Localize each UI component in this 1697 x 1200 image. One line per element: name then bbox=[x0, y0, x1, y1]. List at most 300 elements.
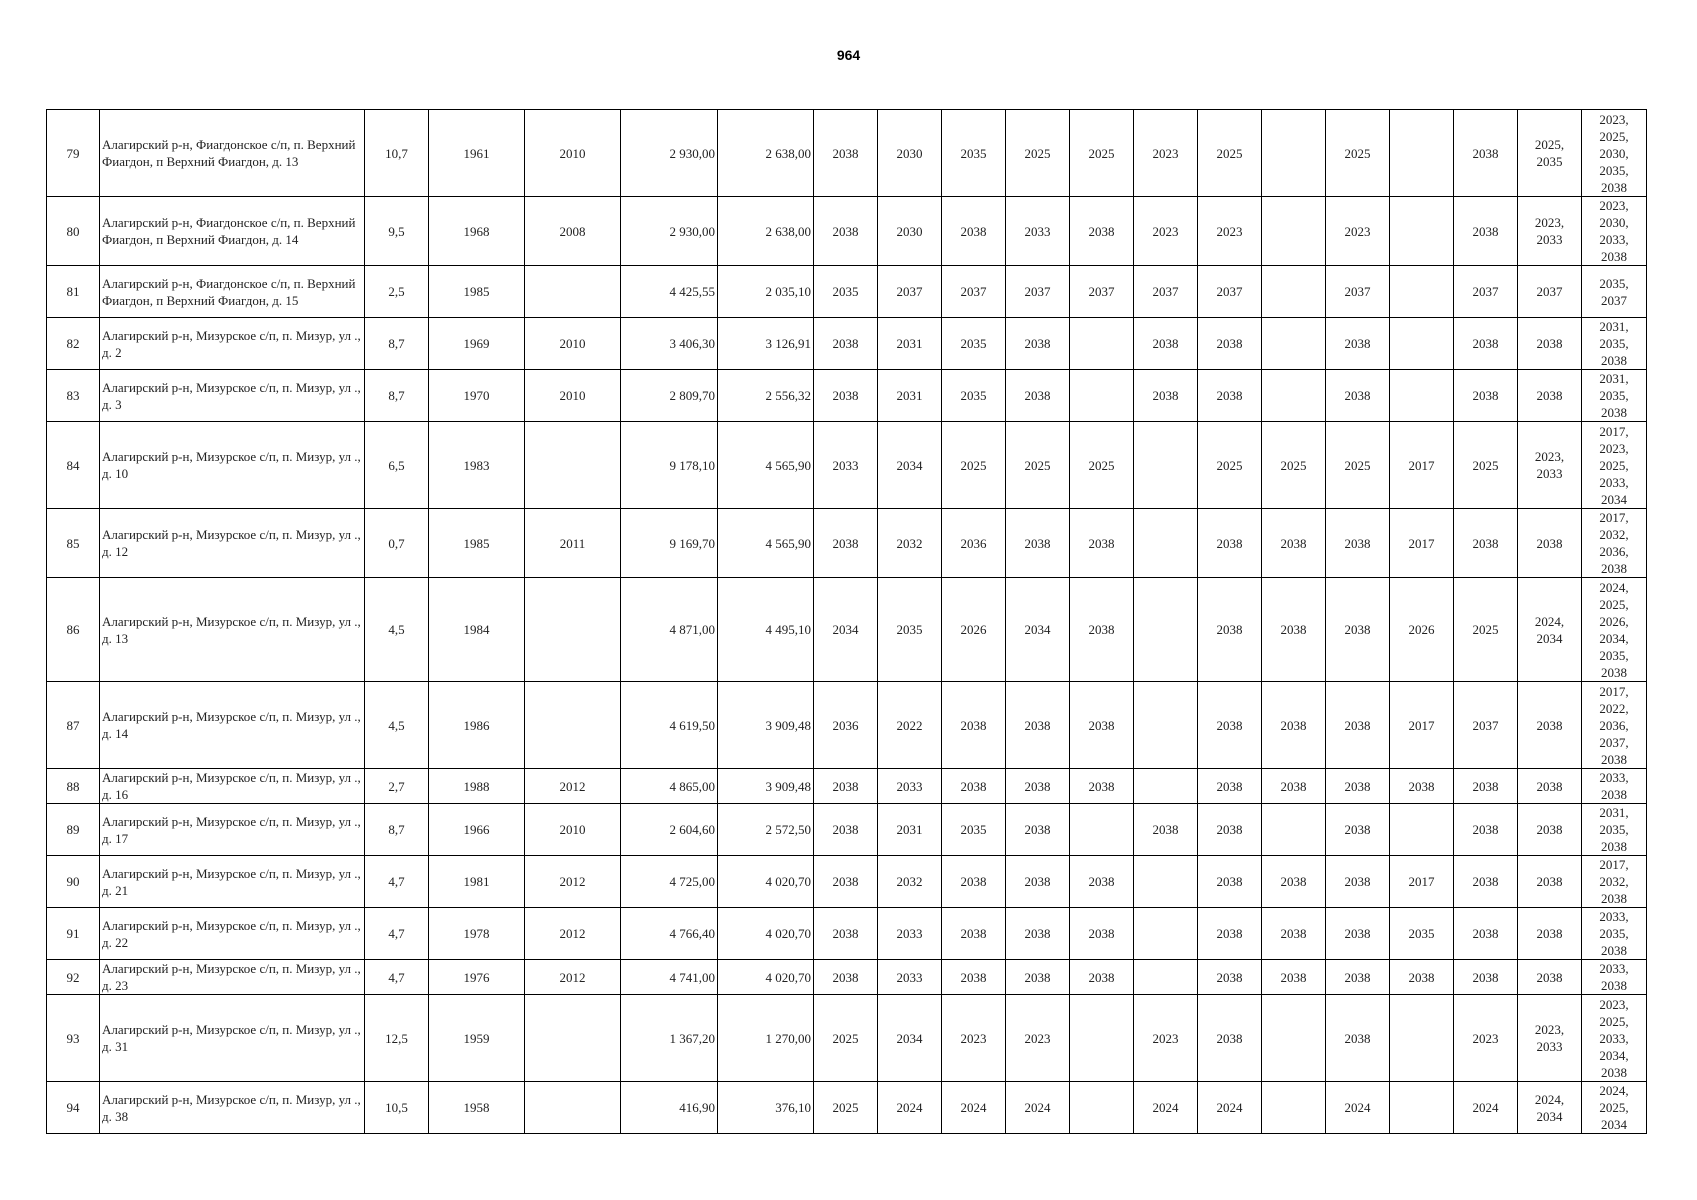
planned-year-cell: 2035 bbox=[1390, 908, 1454, 960]
area-living-cell: 4 565,90 bbox=[718, 509, 814, 578]
planned-years-all-cell: 2031, 2035, 2038 bbox=[1582, 318, 1647, 370]
planned-year-cell: 2037 bbox=[1070, 266, 1134, 318]
planned-year-cell: 2024 bbox=[1006, 1082, 1070, 1134]
area-living-cell: 3 909,48 bbox=[718, 769, 814, 804]
planned-year-cell: 2022 bbox=[878, 682, 942, 769]
planned-year-cell: 2024 bbox=[1326, 1082, 1390, 1134]
year-built-cell: 1985 bbox=[429, 509, 525, 578]
planned-years-pair-cell: 2038 bbox=[1518, 682, 1582, 769]
wear-cell: 2,7 bbox=[365, 769, 429, 804]
planned-year-cell: 2033 bbox=[1006, 197, 1070, 266]
planned-year-cell: 2038 bbox=[1198, 578, 1262, 682]
address-cell: Алагирский р-н, Мизурское с/п, п. Мизур, ул ., д. 16 bbox=[100, 769, 365, 804]
year-built-cell: 1981 bbox=[429, 856, 525, 908]
area-total-cell: 9 178,10 bbox=[621, 422, 718, 509]
planned-year-cell: 2038 bbox=[942, 769, 1006, 804]
area-living-cell: 4 565,90 bbox=[718, 422, 814, 509]
planned-year-cell: 2017 bbox=[1390, 682, 1454, 769]
year-built-cell: 1978 bbox=[429, 908, 525, 960]
year-built-cell: 1976 bbox=[429, 960, 525, 995]
planned-years-all-cell: 2023, 2025, 2033, 2034, 2038 bbox=[1582, 995, 1647, 1082]
planned-years-pair-cell: 2038 bbox=[1518, 960, 1582, 995]
area-living-cell: 4 020,70 bbox=[718, 908, 814, 960]
planned-year-cell: 2031 bbox=[878, 370, 942, 422]
planned-year-cell bbox=[1262, 266, 1326, 318]
table-row bbox=[47, 266, 1647, 318]
planned-years-all-cell: 2017, 2032, 2036, 2038 bbox=[1582, 509, 1647, 578]
planned-year-cell: 2038 bbox=[1390, 769, 1454, 804]
planned-years-pair-cell: 2023, 2033 bbox=[1518, 422, 1582, 509]
planned-year-cell bbox=[1390, 110, 1454, 197]
wear-cell: 4,7 bbox=[365, 960, 429, 995]
planned-year-cell: 2035 bbox=[942, 804, 1006, 856]
planned-years-pair-cell: 2038 bbox=[1518, 908, 1582, 960]
planned-year-cell: 2025 bbox=[1070, 422, 1134, 509]
row-number-cell: 92 bbox=[47, 960, 100, 995]
table-row bbox=[47, 578, 1647, 682]
planned-year-cell: 2038 bbox=[1326, 960, 1390, 995]
area-total-cell: 1 367,20 bbox=[621, 995, 718, 1082]
planned-year-cell: 2038 bbox=[814, 318, 878, 370]
planned-year-cell: 2038 bbox=[942, 960, 1006, 995]
planned-year-cell: 2038 bbox=[1070, 960, 1134, 995]
area-total-cell: 4 725,00 bbox=[621, 856, 718, 908]
planned-year-cell: 2038 bbox=[1390, 960, 1454, 995]
area-total-cell: 4 865,00 bbox=[621, 769, 718, 804]
area-total-cell: 2 809,70 bbox=[621, 370, 718, 422]
planned-year-cell: 2023 bbox=[1134, 110, 1198, 197]
planned-year-cell: 2038 bbox=[942, 908, 1006, 960]
planned-year-cell: 2038 bbox=[1326, 682, 1390, 769]
table-row bbox=[47, 422, 1647, 509]
area-living-cell: 2 035,10 bbox=[718, 266, 814, 318]
planned-year-cell: 2038 bbox=[1198, 509, 1262, 578]
address-cell: Алагирский р-н, Мизурское с/п, п. Мизур, ул ., д. 38 bbox=[100, 1082, 365, 1134]
planned-year-cell bbox=[1134, 856, 1198, 908]
planned-year-cell: 2025 bbox=[1006, 110, 1070, 197]
area-total-cell: 4 871,00 bbox=[621, 578, 718, 682]
planned-years-pair-cell: 2024, 2034 bbox=[1518, 578, 1582, 682]
row-number-cell: 83 bbox=[47, 370, 100, 422]
wear-cell: 4,5 bbox=[365, 682, 429, 769]
planned-year-cell: 2025 bbox=[1006, 422, 1070, 509]
planned-year-cell: 2025 bbox=[1326, 110, 1390, 197]
planned-year-cell: 2038 bbox=[814, 110, 878, 197]
year-repair-cell: 2010 bbox=[525, 110, 621, 197]
planned-years-all-cell: 2033, 2038 bbox=[1582, 960, 1647, 995]
planned-year-cell: 2026 bbox=[942, 578, 1006, 682]
table-row bbox=[47, 960, 1647, 995]
planned-year-cell: 2024 bbox=[942, 1082, 1006, 1134]
table-row bbox=[47, 318, 1647, 370]
planned-year-cell: 2038 bbox=[1454, 318, 1518, 370]
planned-years-all-cell: 2031, 2035, 2038 bbox=[1582, 370, 1647, 422]
planned-years-pair-cell: 2023, 2033 bbox=[1518, 995, 1582, 1082]
planned-year-cell: 2038 bbox=[1198, 370, 1262, 422]
planned-year-cell: 2033 bbox=[814, 422, 878, 509]
planned-year-cell: 2038 bbox=[1006, 370, 1070, 422]
planned-year-cell: 2038 bbox=[1454, 110, 1518, 197]
address-cell: Алагирский р-н, Мизурское с/п, п. Мизур, ул ., д. 13 bbox=[100, 578, 365, 682]
planned-years-all-cell: 2024, 2025, 2026, 2034, 2035, 2038 bbox=[1582, 578, 1647, 682]
planned-year-cell: 2038 bbox=[1454, 370, 1518, 422]
planned-year-cell: 2037 bbox=[878, 266, 942, 318]
area-total-cell: 416,90 bbox=[621, 1082, 718, 1134]
planned-years-all-cell: 2024, 2025, 2034 bbox=[1582, 1082, 1647, 1134]
planned-year-cell: 2017 bbox=[1390, 856, 1454, 908]
row-number-cell: 80 bbox=[47, 197, 100, 266]
planned-year-cell: 2038 bbox=[1070, 509, 1134, 578]
planned-year-cell: 2038 bbox=[1134, 318, 1198, 370]
planned-year-cell: 2037 bbox=[1198, 266, 1262, 318]
planned-years-pair-cell: 2023, 2033 bbox=[1518, 197, 1582, 266]
planned-year-cell: 2038 bbox=[1006, 318, 1070, 370]
area-living-cell: 4 495,10 bbox=[718, 578, 814, 682]
planned-year-cell: 2038 bbox=[1006, 804, 1070, 856]
area-total-cell: 4 741,00 bbox=[621, 960, 718, 995]
planned-year-cell: 2037 bbox=[1454, 682, 1518, 769]
area-total-cell: 4 766,40 bbox=[621, 908, 718, 960]
year-repair-cell: 2012 bbox=[525, 908, 621, 960]
planned-year-cell: 2038 bbox=[814, 804, 878, 856]
address-cell: Алагирский р-н, Мизурское с/п, п. Мизур, ул ., д. 14 bbox=[100, 682, 365, 769]
planned-year-cell: 2038 bbox=[1070, 908, 1134, 960]
row-number-cell: 88 bbox=[47, 769, 100, 804]
table-row bbox=[47, 804, 1647, 856]
planned-year-cell: 2025 bbox=[1070, 110, 1134, 197]
planned-year-cell bbox=[1262, 110, 1326, 197]
area-living-cell: 3 126,91 bbox=[718, 318, 814, 370]
table-row bbox=[47, 908, 1647, 960]
planned-year-cell bbox=[1134, 908, 1198, 960]
planned-year-cell: 2038 bbox=[1454, 908, 1518, 960]
planned-year-cell: 2025 bbox=[1326, 422, 1390, 509]
wear-cell: 10,5 bbox=[365, 1082, 429, 1134]
year-built-cell: 1961 bbox=[429, 110, 525, 197]
planned-year-cell bbox=[1390, 370, 1454, 422]
planned-year-cell: 2034 bbox=[878, 422, 942, 509]
planned-year-cell: 2038 bbox=[1454, 856, 1518, 908]
planned-year-cell: 2038 bbox=[1198, 318, 1262, 370]
planned-year-cell: 2038 bbox=[1326, 318, 1390, 370]
address-cell: Алагирский р-н, Мизурское с/п, п. Мизур, ул ., д. 10 bbox=[100, 422, 365, 509]
planned-year-cell bbox=[1134, 578, 1198, 682]
year-repair-cell: 2008 bbox=[525, 197, 621, 266]
year-built-cell: 1983 bbox=[429, 422, 525, 509]
planned-year-cell: 2030 bbox=[878, 110, 942, 197]
area-living-cell: 376,10 bbox=[718, 1082, 814, 1134]
row-number-cell: 86 bbox=[47, 578, 100, 682]
planned-years-pair-cell: 2038 bbox=[1518, 804, 1582, 856]
planned-years-pair-cell: 2025, 2035 bbox=[1518, 110, 1582, 197]
table-row bbox=[47, 509, 1647, 578]
year-built-cell: 1958 bbox=[429, 1082, 525, 1134]
planned-year-cell: 2037 bbox=[942, 266, 1006, 318]
planned-year-cell: 2033 bbox=[878, 769, 942, 804]
area-total-cell: 4 619,50 bbox=[621, 682, 718, 769]
year-repair-cell bbox=[525, 266, 621, 318]
planned-year-cell bbox=[1134, 769, 1198, 804]
planned-year-cell: 2038 bbox=[1198, 908, 1262, 960]
wear-cell: 12,5 bbox=[365, 995, 429, 1082]
planned-years-all-cell: 2035, 2037 bbox=[1582, 266, 1647, 318]
housing-registry-table bbox=[46, 109, 1647, 1134]
planned-year-cell: 2038 bbox=[1006, 960, 1070, 995]
planned-year-cell: 2038 bbox=[1262, 509, 1326, 578]
year-repair-cell: 2012 bbox=[525, 856, 621, 908]
planned-year-cell: 2038 bbox=[1198, 804, 1262, 856]
planned-years-all-cell: 2017, 2032, 2038 bbox=[1582, 856, 1647, 908]
address-cell: Алагирский р-н, Мизурское с/п, п. Мизур, ул ., д. 21 bbox=[100, 856, 365, 908]
planned-year-cell bbox=[1390, 266, 1454, 318]
planned-years-all-cell: 2033, 2035, 2038 bbox=[1582, 908, 1647, 960]
address-cell: Алагирский р-н, Мизурское с/п, п. Мизур, ул ., д. 31 bbox=[100, 995, 365, 1082]
row-number-cell: 94 bbox=[47, 1082, 100, 1134]
planned-year-cell: 2038 bbox=[1326, 509, 1390, 578]
planned-year-cell: 2038 bbox=[814, 856, 878, 908]
row-number-cell: 91 bbox=[47, 908, 100, 960]
planned-year-cell bbox=[1262, 1082, 1326, 1134]
planned-year-cell bbox=[1262, 370, 1326, 422]
planned-year-cell: 2034 bbox=[878, 995, 942, 1082]
planned-year-cell: 2035 bbox=[942, 110, 1006, 197]
planned-years-all-cell: 2033, 2038 bbox=[1582, 769, 1647, 804]
planned-year-cell: 2023 bbox=[1454, 995, 1518, 1082]
planned-year-cell: 2038 bbox=[1134, 804, 1198, 856]
wear-cell: 4,7 bbox=[365, 908, 429, 960]
table-row bbox=[47, 995, 1647, 1082]
planned-year-cell bbox=[1390, 197, 1454, 266]
planned-year-cell: 2025 bbox=[1454, 422, 1518, 509]
planned-year-cell: 2038 bbox=[1326, 908, 1390, 960]
area-living-cell: 2 556,32 bbox=[718, 370, 814, 422]
planned-year-cell: 2038 bbox=[1454, 960, 1518, 995]
row-number-cell: 82 bbox=[47, 318, 100, 370]
planned-year-cell bbox=[1070, 370, 1134, 422]
planned-year-cell: 2038 bbox=[814, 908, 878, 960]
table-row bbox=[47, 1082, 1647, 1134]
planned-years-all-cell: 2031, 2035, 2038 bbox=[1582, 804, 1647, 856]
planned-year-cell: 2038 bbox=[1198, 995, 1262, 1082]
planned-year-cell: 2038 bbox=[814, 509, 878, 578]
area-total-cell: 9 169,70 bbox=[621, 509, 718, 578]
planned-years-pair-cell: 2024, 2034 bbox=[1518, 1082, 1582, 1134]
wear-cell: 8,7 bbox=[365, 370, 429, 422]
planned-years-all-cell: 2017, 2022, 2036, 2037, 2038 bbox=[1582, 682, 1647, 769]
planned-year-cell: 2038 bbox=[1198, 769, 1262, 804]
planned-year-cell bbox=[1070, 318, 1134, 370]
planned-year-cell: 2034 bbox=[814, 578, 878, 682]
year-repair-cell: 2012 bbox=[525, 769, 621, 804]
planned-year-cell: 2037 bbox=[1454, 266, 1518, 318]
year-repair-cell: 2010 bbox=[525, 318, 621, 370]
planned-year-cell: 2023 bbox=[1134, 995, 1198, 1082]
planned-years-pair-cell: 2038 bbox=[1518, 509, 1582, 578]
planned-year-cell: 2038 bbox=[942, 197, 1006, 266]
planned-year-cell: 2038 bbox=[1262, 960, 1326, 995]
planned-year-cell: 2038 bbox=[1326, 370, 1390, 422]
address-cell: Алагирский р-н, Мизурское с/п, п. Мизур, ул ., д. 3 bbox=[100, 370, 365, 422]
area-living-cell: 4 020,70 bbox=[718, 856, 814, 908]
area-total-cell: 2 604,60 bbox=[621, 804, 718, 856]
table-row bbox=[47, 769, 1647, 804]
table-row bbox=[47, 856, 1647, 908]
planned-year-cell: 2038 bbox=[942, 856, 1006, 908]
year-built-cell: 1966 bbox=[429, 804, 525, 856]
table-row bbox=[47, 110, 1647, 197]
planned-year-cell: 2032 bbox=[878, 856, 942, 908]
planned-year-cell: 2038 bbox=[814, 197, 878, 266]
planned-year-cell: 2038 bbox=[1326, 856, 1390, 908]
address-cell: Алагирский р-н, Мизурское с/п, п. Мизур, ул ., д. 23 bbox=[100, 960, 365, 995]
planned-year-cell: 2038 bbox=[1006, 908, 1070, 960]
row-number-cell: 89 bbox=[47, 804, 100, 856]
planned-year-cell: 2038 bbox=[1134, 370, 1198, 422]
wear-cell: 4,7 bbox=[365, 856, 429, 908]
table-body bbox=[47, 110, 1647, 1134]
planned-years-pair-cell: 2038 bbox=[1518, 318, 1582, 370]
planned-years-all-cell: 2023, 2030, 2033, 2038 bbox=[1582, 197, 1647, 266]
planned-year-cell: 2025 bbox=[1454, 578, 1518, 682]
planned-year-cell: 2025 bbox=[1198, 422, 1262, 509]
year-built-cell: 1968 bbox=[429, 197, 525, 266]
planned-year-cell: 2026 bbox=[1390, 578, 1454, 682]
planned-year-cell bbox=[1390, 1082, 1454, 1134]
planned-year-cell: 2037 bbox=[1006, 266, 1070, 318]
address-cell: Алагирский р-н, Мизурское с/п, п. Мизур, ул ., д. 22 bbox=[100, 908, 365, 960]
wear-cell: 8,7 bbox=[365, 804, 429, 856]
area-total-cell: 4 425,55 bbox=[621, 266, 718, 318]
address-cell: Алагирский р-н, Фиагдонское с/п, п. Верхний Фиагдон, п Верхний Фиагдон, д. 13 bbox=[100, 110, 365, 197]
area-living-cell: 2 572,50 bbox=[718, 804, 814, 856]
planned-year-cell: 2035 bbox=[942, 370, 1006, 422]
year-repair-cell: 2011 bbox=[525, 509, 621, 578]
area-living-cell: 2 638,00 bbox=[718, 110, 814, 197]
row-number-cell: 85 bbox=[47, 509, 100, 578]
planned-years-pair-cell: 2037 bbox=[1518, 266, 1582, 318]
planned-year-cell: 2023 bbox=[942, 995, 1006, 1082]
area-living-cell: 1 270,00 bbox=[718, 995, 814, 1082]
planned-year-cell: 2035 bbox=[942, 318, 1006, 370]
planned-year-cell bbox=[1134, 422, 1198, 509]
year-built-cell: 1959 bbox=[429, 995, 525, 1082]
year-built-cell: 1988 bbox=[429, 769, 525, 804]
planned-year-cell: 2030 bbox=[878, 197, 942, 266]
year-built-cell: 1969 bbox=[429, 318, 525, 370]
planned-year-cell: 2038 bbox=[1262, 682, 1326, 769]
planned-year-cell bbox=[1390, 318, 1454, 370]
planned-year-cell bbox=[1262, 318, 1326, 370]
planned-year-cell: 2038 bbox=[1006, 682, 1070, 769]
planned-year-cell: 2023 bbox=[1134, 197, 1198, 266]
area-total-cell: 3 406,30 bbox=[621, 318, 718, 370]
address-cell: Алагирский р-н, Мизурское с/п, п. Мизур, ул ., д. 2 bbox=[100, 318, 365, 370]
planned-year-cell: 2038 bbox=[1326, 995, 1390, 1082]
planned-year-cell: 2034 bbox=[1006, 578, 1070, 682]
planned-year-cell: 2038 bbox=[1262, 769, 1326, 804]
planned-year-cell bbox=[1262, 995, 1326, 1082]
year-built-cell: 1970 bbox=[429, 370, 525, 422]
planned-year-cell: 2033 bbox=[878, 960, 942, 995]
planned-year-cell: 2023 bbox=[1198, 197, 1262, 266]
planned-year-cell: 2024 bbox=[878, 1082, 942, 1134]
planned-year-cell bbox=[1262, 197, 1326, 266]
planned-year-cell: 2038 bbox=[1070, 682, 1134, 769]
area-total-cell: 2 930,00 bbox=[621, 197, 718, 266]
wear-cell: 9,5 bbox=[365, 197, 429, 266]
wear-cell: 2,5 bbox=[365, 266, 429, 318]
planned-year-cell: 2038 bbox=[1070, 856, 1134, 908]
wear-cell: 6,5 bbox=[365, 422, 429, 509]
planned-year-cell bbox=[1262, 804, 1326, 856]
planned-year-cell: 2036 bbox=[942, 509, 1006, 578]
planned-year-cell: 2024 bbox=[1454, 1082, 1518, 1134]
planned-year-cell bbox=[1134, 509, 1198, 578]
planned-year-cell: 2025 bbox=[1262, 422, 1326, 509]
wear-cell: 0,7 bbox=[365, 509, 429, 578]
planned-year-cell: 2037 bbox=[1134, 266, 1198, 318]
planned-year-cell: 2035 bbox=[814, 266, 878, 318]
planned-year-cell: 2038 bbox=[814, 370, 878, 422]
year-repair-cell bbox=[525, 1082, 621, 1134]
wear-cell: 4,5 bbox=[365, 578, 429, 682]
planned-year-cell bbox=[1390, 995, 1454, 1082]
planned-years-pair-cell: 2038 bbox=[1518, 856, 1582, 908]
planned-year-cell: 2038 bbox=[1070, 197, 1134, 266]
planned-year-cell: 2038 bbox=[1454, 804, 1518, 856]
table-row bbox=[47, 197, 1647, 266]
year-repair-cell bbox=[525, 682, 621, 769]
year-repair-cell bbox=[525, 578, 621, 682]
planned-years-all-cell: 2023, 2025, 2030, 2035, 2038 bbox=[1582, 110, 1647, 197]
planned-years-all-cell: 2017, 2023, 2025, 2033, 2034 bbox=[1582, 422, 1647, 509]
planned-year-cell: 2031 bbox=[878, 804, 942, 856]
planned-year-cell: 2038 bbox=[1262, 908, 1326, 960]
planned-year-cell: 2035 bbox=[878, 578, 942, 682]
planned-year-cell: 2038 bbox=[1070, 578, 1134, 682]
planned-year-cell bbox=[1134, 682, 1198, 769]
planned-year-cell: 2023 bbox=[1006, 995, 1070, 1082]
planned-year-cell: 2025 bbox=[942, 422, 1006, 509]
planned-year-cell bbox=[1070, 1082, 1134, 1134]
planned-year-cell: 2036 bbox=[814, 682, 878, 769]
planned-year-cell: 2023 bbox=[1326, 197, 1390, 266]
address-cell: Алагирский р-н, Мизурское с/п, п. Мизур, ул ., д. 12 bbox=[100, 509, 365, 578]
planned-year-cell: 2038 bbox=[1198, 960, 1262, 995]
wear-cell: 10,7 bbox=[365, 110, 429, 197]
planned-year-cell: 2033 bbox=[878, 908, 942, 960]
year-repair-cell bbox=[525, 995, 621, 1082]
planned-year-cell: 2017 bbox=[1390, 422, 1454, 509]
planned-year-cell bbox=[1070, 804, 1134, 856]
planned-year-cell: 2038 bbox=[1326, 578, 1390, 682]
planned-year-cell: 2038 bbox=[814, 769, 878, 804]
year-built-cell: 1985 bbox=[429, 266, 525, 318]
planned-year-cell: 2017 bbox=[1390, 509, 1454, 578]
row-number-cell: 79 bbox=[47, 110, 100, 197]
planned-year-cell: 2038 bbox=[1070, 769, 1134, 804]
planned-year-cell: 2038 bbox=[1006, 856, 1070, 908]
planned-year-cell: 2038 bbox=[1006, 769, 1070, 804]
row-number-cell: 87 bbox=[47, 682, 100, 769]
planned-year-cell: 2037 bbox=[1326, 266, 1390, 318]
planned-year-cell: 2038 bbox=[942, 682, 1006, 769]
year-repair-cell bbox=[525, 422, 621, 509]
row-number-cell: 90 bbox=[47, 856, 100, 908]
planned-year-cell: 2038 bbox=[1326, 769, 1390, 804]
address-cell: Алагирский р-н, Фиагдонское с/п, п. Верхний Фиагдон, п Верхний Фиагдон, д. 15 bbox=[100, 266, 365, 318]
planned-year-cell: 2038 bbox=[1198, 856, 1262, 908]
